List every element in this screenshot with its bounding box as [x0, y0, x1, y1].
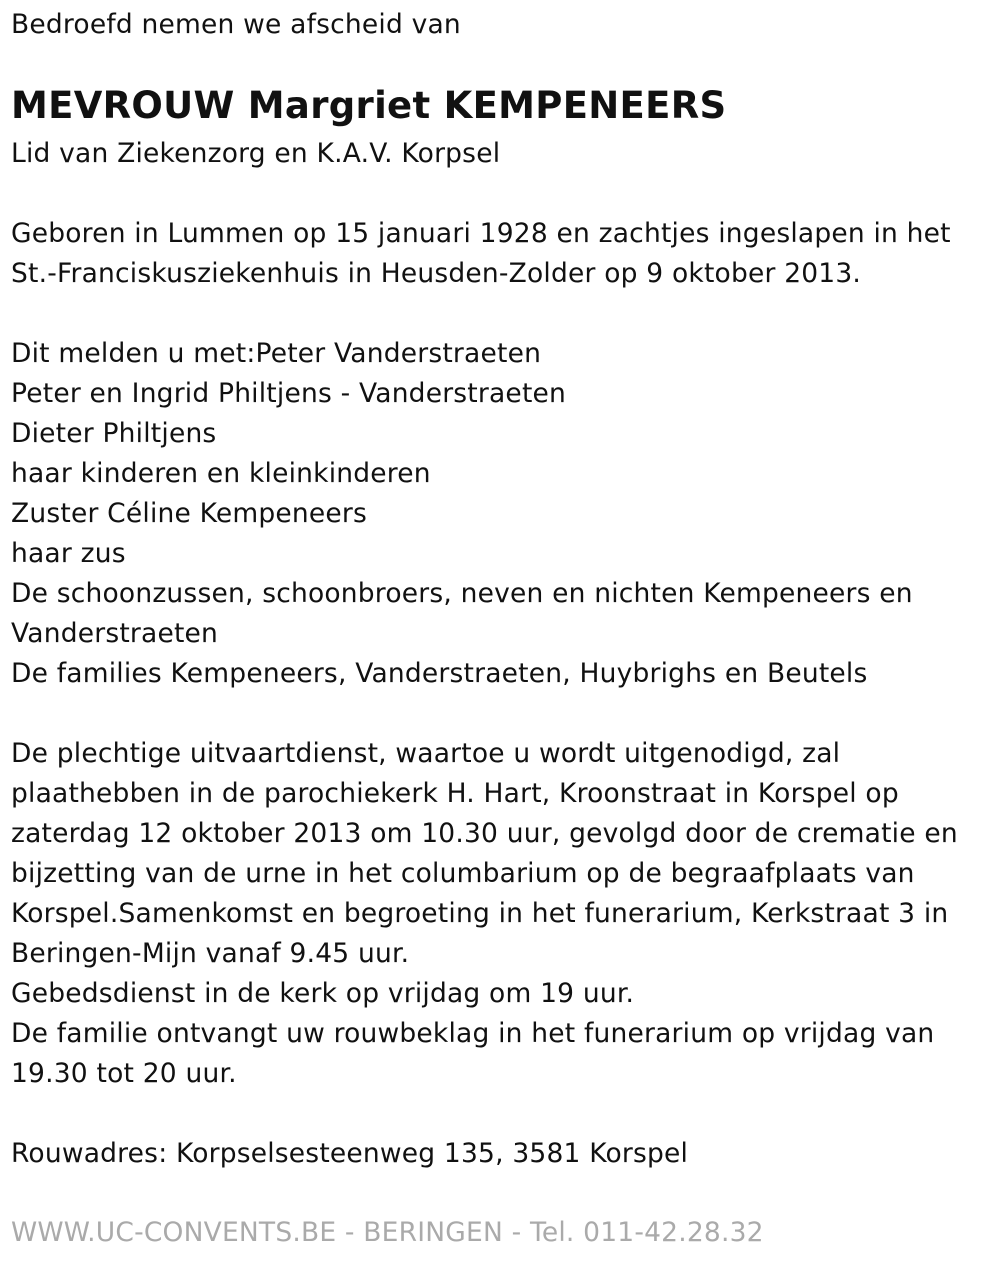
ceremony-line: Beringen-Mijn vanaf 9.45 uur. [11, 938, 410, 969]
mourning-address: Rouwadres: Korpselsesteenweg 135, 3581 Korspel [11, 1138, 689, 1169]
ceremony-line: De plechtige uitvaartdienst, waartoe u wordt uitgenodigd, zal [11, 738, 841, 769]
birth-death-line: Geboren in Lummen op 15 januari 1928 en zachtjes ingeslapen in het [11, 218, 951, 249]
mourner-line: De schoonzussen, schoonbroers, neven en nichten Kempeneers en [11, 578, 913, 609]
deceased-name: MEVROUW Margriet KEMPENEERS [11, 84, 727, 127]
mourner-line: Zuster Céline Kempeneers [11, 498, 368, 529]
ceremony-line: Gebedsdienst in de kerk op vrijdag om 19 uur. [11, 978, 635, 1009]
mourner-line: De families Kempeneers, Vanderstraeten, Huybrighs en Beutels [11, 658, 868, 689]
mourner-line: haar kinderen en kleinkinderen [11, 458, 431, 489]
ceremony-line: De familie ontvangt uw rouwbeklag in het funerarium op vrijdag van [11, 1018, 935, 1049]
ceremony-line: bijzetting van de urne in het columbarium op de begraafplaats van [11, 858, 915, 889]
ceremony-line: Korspel.Samenkomst en begroeting in het funerarium, Kerkstraat 3 in [11, 898, 949, 929]
mourner-line: Peter en Ingrid Philtjens - Vanderstraeten [11, 378, 567, 409]
ceremony-line: zaterdag 12 oktober 2013 om 10.30 uur, gevolgd door de crematie en [11, 818, 958, 849]
mourner-line: haar zus [11, 538, 126, 569]
footer-contact: WWW.UC-CONVENTS.BE - BERINGEN - Tel. 011-42.28.32 [11, 1217, 764, 1248]
membership-line: Lid van Ziekenzorg en K.A.V. Korpsel [11, 138, 501, 169]
birth-death-line: St.-Franciskusziekenhuis in Heusden-Zolder op 9 oktober 2013. [11, 258, 862, 289]
mourner-line: Dit melden u met:Peter Vanderstraeten [11, 338, 542, 369]
mourner-line: Vanderstraeten [11, 618, 219, 649]
intro-line: Bedroefd nemen we afscheid van [11, 9, 461, 40]
ceremony-line: 19.30 tot 20 uur. [11, 1058, 237, 1089]
ceremony-line: plaathebben in de parochiekerk H. Hart, Kroonstraat in Korspel op [11, 778, 899, 809]
mourner-line: Dieter Philtjens [11, 418, 217, 449]
